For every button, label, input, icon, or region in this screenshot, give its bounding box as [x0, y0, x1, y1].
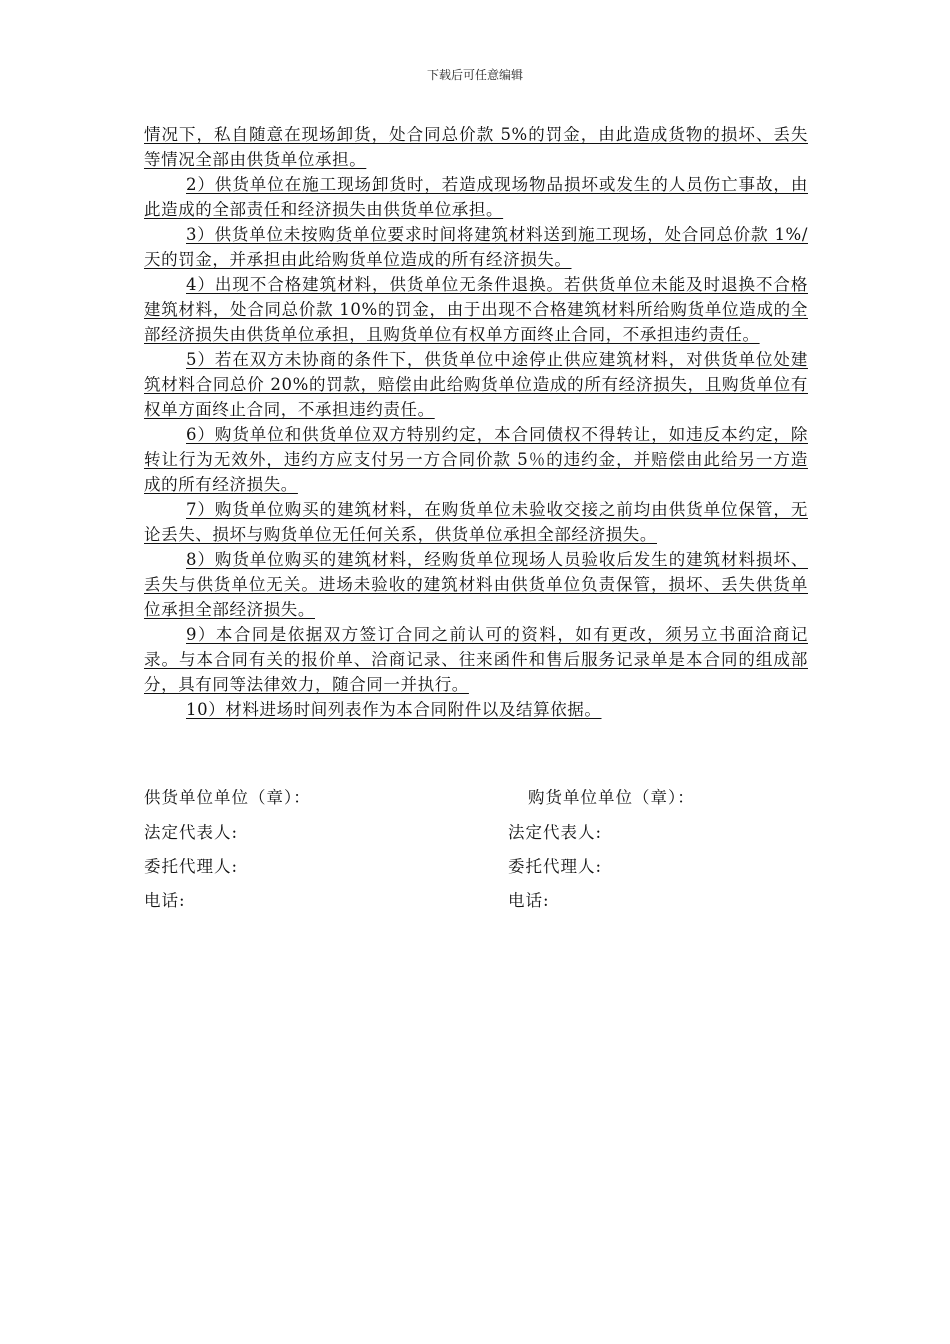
clause-5: 5）若在双方未协商的条件下，供货单位中途停止供应建筑材料，对供货单位处建筑材料合同总价 20%的罚款，赔偿由此给购货单位造成的所有经济损失，且购货单位有权单方面终止合同，不承担违约责任。 [144, 350, 808, 419]
buyer-agent-label: 委托代理人: [508, 857, 603, 876]
clause-7: 7）购货单位购买的建筑材料，在购货单位未验收交接之前均由供货单位保管，无论丢失、损坏与购货单位无任何关系，供货单位承担全部经济损失。 [144, 500, 808, 544]
buyer-legal-rep-label: 法定代表人: [508, 823, 603, 842]
clause-2: 2）供货单位在施工现场卸货时，若造成现场物品损坏或发生的人员伤亡事故，由此造成的全部责任和经济损失由供货单位承担。 [144, 175, 808, 219]
supplier-phone-label: 电话: [144, 891, 186, 910]
page-header: 下载后可任意编辑 [426, 68, 523, 82]
buyer-phone-label: 电话: [508, 891, 550, 910]
contract-body [144, 122, 808, 722]
buyer-unit-label: 购货单位单位（章）： [528, 788, 695, 807]
paragraph-continuation: 情况下，私自随意在现场卸货，处合同总价款 5%的罚金，由此造成货物的损坏、丢失等情况全部由供货单位承担。 [144, 125, 808, 169]
supplier-agent-label: 委托代理人: [144, 857, 239, 876]
clause-10: 10）材料进场时间列表作为本合同附件以及结算依据。 [186, 700, 602, 719]
clause-8: 8）购货单位购买的建筑材料，经购货单位现场人员验收后发生的建筑材料损坏、丢失与供货单位无关。进场未验收的建筑材料由供货单位负责保管，损坏、丢失供货单位承担全部经济损失。 [144, 550, 808, 619]
clause-4: 4）出现不合格建筑材料，供货单位无条件退换。若供货单位未能及时退换不合格建筑材料，处合同总价款 10%的罚金，由于出现不合格建筑材料所给购货单位造成的全部经济损失由供货单位承担，且购货单位有权单方面终止合同，不承担违约责任。 [144, 275, 808, 344]
clause-3: 3）供货单位未按购货单位要求时间将建筑材料送到施工现场，处合同总价款 1%/天的罚金，并承担由此给购货单位造成的所有经济损失。 [144, 225, 808, 269]
supplier-legal-rep-label: 法定代表人: [144, 823, 239, 842]
clause-9: 9）本合同是依据双方签订合同之前认可的资料，如有更改，须另立书面洽商记录。与本合同有关的报价单、洽商记录、往来函件和售后服务记录单是本合同的组成部分，具有同等法律效力，随合同一并执行。 [144, 625, 808, 694]
supplier-unit-label: 供货单位单位（章）： [144, 788, 311, 807]
clause-6: 6）购货单位和供货单位双方特别约定，本合同债权不得转让，如违反本约定，除转让行为无效外，违约方应支付另一方合同价款 5％的违约金，并赔偿由此给另一方造成的所有经济损失。 [144, 425, 808, 494]
